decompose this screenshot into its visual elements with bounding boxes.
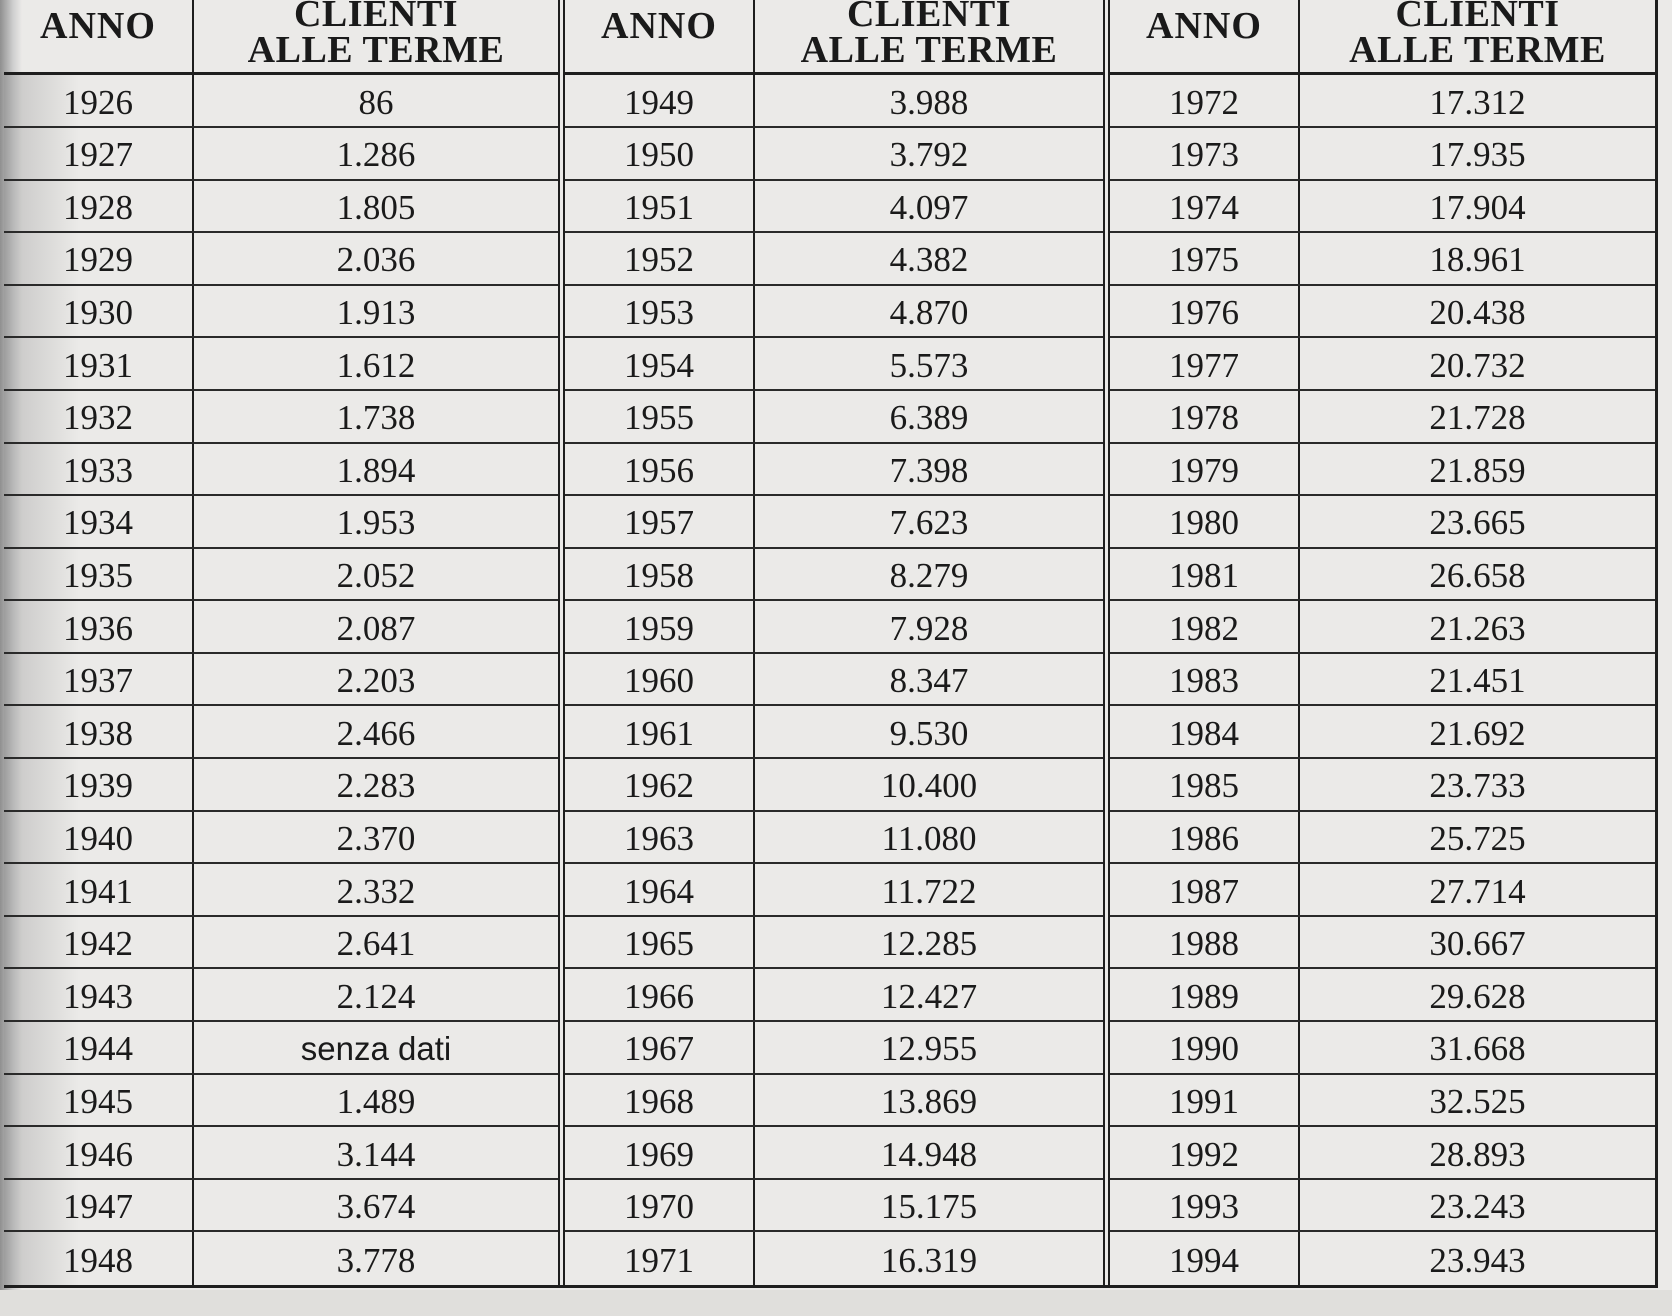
year-cell: 1944	[4, 1022, 194, 1073]
clients-cell: 28.893	[1429, 1134, 1526, 1174]
table-row	[4, 759, 558, 812]
year-cell: 1985	[1110, 759, 1300, 810]
clients-cell: 9.530	[889, 713, 969, 753]
year-cell: 1937	[4, 654, 194, 705]
clients-cell: 17.312	[1429, 82, 1526, 122]
table-row	[1110, 706, 1655, 759]
header-clienti	[194, 0, 558, 72]
year-cell: 1992	[1110, 1127, 1300, 1178]
year-cell: 1946	[4, 1127, 194, 1178]
table-row	[4, 654, 558, 707]
table-row	[1110, 917, 1655, 970]
year-cell: 1948	[4, 1232, 194, 1285]
clients-cell: 7.398	[889, 450, 969, 490]
header-clienti	[755, 0, 1103, 72]
table-row	[1110, 75, 1655, 128]
clients-cell: 32.525	[1429, 1081, 1526, 1121]
clients-cell: 14.948	[880, 1134, 978, 1174]
clients-cell: 4.870	[889, 293, 969, 333]
table-row	[4, 444, 558, 497]
clients-cell: 3.792	[889, 135, 969, 175]
page-bottom-margin	[0, 1290, 1672, 1316]
year-cell: 1933	[4, 444, 194, 495]
year-cell: 1929	[4, 233, 194, 284]
clients-cell: 25.725	[1429, 818, 1526, 858]
clients-cell: 11.722	[881, 871, 977, 911]
table-row	[1110, 759, 1655, 812]
year-cell: 1951	[565, 181, 755, 232]
table-row	[4, 496, 558, 549]
table-row	[565, 75, 1103, 128]
header-clienti	[1300, 0, 1655, 72]
table-row	[565, 1075, 1103, 1128]
year-cell: 1974	[1110, 181, 1300, 232]
year-cell: 1986	[1110, 812, 1300, 863]
year-cell: 1947	[4, 1180, 194, 1231]
clients-cell: 2.466	[336, 713, 416, 753]
table-row	[565, 759, 1103, 812]
table-row	[1110, 1232, 1655, 1285]
clients-cell: 6.389	[889, 398, 969, 438]
year-cell: 1942	[4, 917, 194, 968]
year-cell: 1968	[565, 1075, 755, 1126]
header-anno: ANNO	[1110, 0, 1300, 72]
clients-cell: 4.097	[889, 187, 969, 227]
clients-cell: 7.928	[889, 608, 969, 648]
year-cell: 1953	[565, 286, 755, 337]
table-row	[1110, 549, 1655, 602]
clients-cell: 8.279	[889, 555, 969, 595]
clients-cell: 18.961	[1429, 240, 1526, 280]
clients-cell: 5.573	[889, 345, 969, 385]
table-row	[565, 549, 1103, 602]
year-cell: 1962	[565, 759, 755, 810]
clients-cell: 3.778	[336, 1240, 416, 1280]
year-cell: 1988	[1110, 917, 1300, 968]
clients-cell: 2.641	[336, 924, 416, 964]
header-clienti-line2: ALLE TERME	[800, 29, 1058, 72]
year-cell: 1945	[4, 1075, 194, 1126]
year-cell: 1994	[1110, 1232, 1300, 1285]
clients-cell: 3.144	[336, 1134, 416, 1174]
table-row	[4, 128, 558, 181]
year-cell: 1982	[1110, 601, 1300, 652]
clients-cell: 27.714	[1429, 871, 1526, 911]
clients-cell: 4.382	[889, 240, 969, 280]
table-block-2	[558, 0, 1103, 1285]
table-row	[1110, 969, 1655, 1022]
clients-cell: 20.732	[1429, 345, 1526, 385]
year-cell: 1973	[1110, 128, 1300, 179]
clients-cell: 1.286	[336, 135, 416, 175]
year-cell: 1978	[1110, 391, 1300, 442]
year-cell: 1935	[4, 549, 194, 600]
clients-cell: 1.738	[336, 398, 416, 438]
year-cell: 1941	[4, 864, 194, 915]
table-row	[4, 233, 558, 286]
table-row	[4, 1127, 558, 1180]
header-clienti-line1: CLIENTI	[1395, 0, 1560, 36]
table-block-1	[4, 0, 558, 1285]
year-cell: 1972	[1110, 75, 1300, 126]
table-row	[1110, 128, 1655, 181]
clients-cell: 1.489	[336, 1081, 416, 1121]
year-cell: 1932	[4, 391, 194, 442]
year-cell: 1961	[565, 706, 755, 757]
table-row	[565, 812, 1103, 865]
table-row	[4, 969, 558, 1022]
table-row	[1110, 181, 1655, 234]
header-anno: ANNO	[4, 0, 194, 72]
year-cell: 1980	[1110, 496, 1300, 547]
clients-table	[4, 0, 1658, 1288]
year-cell: 1931	[4, 338, 194, 389]
clients-cell: 1.953	[336, 503, 416, 543]
year-cell: 1940	[4, 812, 194, 863]
table-row	[565, 338, 1103, 391]
clients-cell: 3.988	[889, 82, 969, 122]
table-row	[565, 864, 1103, 917]
year-cell: 1969	[565, 1127, 755, 1178]
clients-cell: 15.175	[880, 1187, 978, 1227]
clients-cell: 21.859	[1429, 450, 1526, 490]
clients-cell: 29.628	[1429, 976, 1526, 1016]
table-row	[565, 601, 1103, 654]
table-row	[4, 1232, 558, 1285]
year-cell: 1956	[565, 444, 755, 495]
year-cell: 1943	[4, 969, 194, 1020]
table-block-3	[1103, 0, 1655, 1285]
year-cell: 1934	[4, 496, 194, 547]
year-cell: 1957	[565, 496, 755, 547]
table-row	[4, 864, 558, 917]
year-cell: 1993	[1110, 1180, 1300, 1231]
table-row	[1110, 286, 1655, 339]
table-row	[1110, 233, 1655, 286]
clients-cell: 16.319	[880, 1240, 978, 1280]
clients-cell: 21.263	[1429, 608, 1526, 648]
year-cell: 1970	[565, 1180, 755, 1231]
table-row	[565, 444, 1103, 497]
table-row	[565, 286, 1103, 339]
year-cell: 1989	[1110, 969, 1300, 1020]
table-row	[565, 1232, 1103, 1285]
table-row	[565, 706, 1103, 759]
table-row	[4, 391, 558, 444]
year-cell: 1939	[4, 759, 194, 810]
year-cell: 1927	[4, 128, 194, 179]
table-row	[1110, 1022, 1655, 1075]
clients-cell: 2.036	[336, 240, 416, 280]
clients-cell: 17.904	[1429, 187, 1526, 227]
table-row	[1110, 444, 1655, 497]
year-cell: 1991	[1110, 1075, 1300, 1126]
table-row	[565, 1022, 1103, 1075]
table-header	[4, 0, 558, 75]
table-row	[565, 496, 1103, 549]
clients-cell: 1.913	[336, 293, 416, 333]
table-row	[1110, 496, 1655, 549]
clients-cell: 21.728	[1429, 398, 1526, 438]
table-row	[1110, 1075, 1655, 1128]
year-cell: 1977	[1110, 338, 1300, 389]
year-cell: 1990	[1110, 1022, 1300, 1073]
table-row	[4, 1075, 558, 1128]
table-rows	[565, 75, 1103, 1285]
clients-cell: 3.674	[336, 1187, 416, 1227]
clients-cell: 7.623	[889, 503, 969, 543]
table-row	[4, 1022, 558, 1075]
table-row	[1110, 391, 1655, 444]
clients-cell: 23.665	[1429, 503, 1526, 543]
table-row	[4, 601, 558, 654]
table-row	[565, 128, 1103, 181]
clients-cell: 2.124	[336, 976, 416, 1016]
year-cell: 1976	[1110, 286, 1300, 337]
table-row	[565, 654, 1103, 707]
table-row	[4, 286, 558, 339]
year-cell: 1958	[565, 549, 755, 600]
table-row	[565, 1180, 1103, 1233]
clients-cell: 20.438	[1429, 293, 1526, 333]
clients-cell: 26.658	[1429, 555, 1526, 595]
clients-cell: 12.285	[880, 924, 978, 964]
clients-cell: 23.243	[1429, 1187, 1526, 1227]
header-clienti-line2: ALLE TERME	[247, 29, 505, 72]
clients-cell: 31.668	[1429, 1029, 1526, 1069]
year-cell: 1981	[1110, 549, 1300, 600]
header-clienti-line2: ALLE TERME	[1349, 29, 1606, 72]
clients-cell: senza dati	[300, 1030, 452, 1068]
clients-cell: 2.332	[336, 871, 416, 911]
table-row	[4, 338, 558, 391]
table-row	[565, 181, 1103, 234]
table-row	[1110, 1180, 1655, 1233]
year-cell: 1967	[565, 1022, 755, 1073]
table-row	[4, 181, 558, 234]
table-row	[4, 75, 558, 128]
table-row	[1110, 601, 1655, 654]
table-row	[1110, 812, 1655, 865]
clients-cell: 2.052	[336, 555, 416, 595]
clients-cell: 2.370	[336, 818, 416, 858]
table-row	[4, 1180, 558, 1233]
clients-cell: 1.612	[336, 345, 416, 385]
year-cell: 1938	[4, 706, 194, 757]
clients-cell: 11.080	[881, 818, 977, 858]
year-cell: 1965	[565, 917, 755, 968]
clients-cell: 2.283	[336, 766, 416, 806]
year-cell: 1955	[565, 391, 755, 442]
clients-cell: 1.894	[336, 450, 416, 490]
header-clienti-line1: CLIENTI	[293, 0, 458, 36]
year-cell: 1979	[1110, 444, 1300, 495]
table-row	[1110, 338, 1655, 391]
clients-cell: 13.869	[880, 1081, 978, 1121]
table-row	[565, 233, 1103, 286]
year-cell: 1960	[565, 654, 755, 705]
year-cell: 1964	[565, 864, 755, 915]
clients-cell: 1.805	[336, 187, 416, 227]
year-cell: 1984	[1110, 706, 1300, 757]
table-row	[565, 969, 1103, 1022]
year-cell: 1930	[4, 286, 194, 337]
year-cell: 1928	[4, 181, 194, 232]
year-cell: 1954	[565, 338, 755, 389]
year-cell: 1952	[565, 233, 755, 284]
table-row	[565, 917, 1103, 970]
table-header	[1110, 0, 1655, 75]
clients-cell: 21.692	[1429, 713, 1526, 753]
year-cell: 1949	[565, 75, 755, 126]
clients-cell: 23.733	[1429, 766, 1526, 806]
table-row	[1110, 1127, 1655, 1180]
table-rows	[4, 75, 558, 1285]
table-header	[565, 0, 1103, 75]
clients-cell: 12.427	[880, 976, 978, 1016]
year-cell: 1936	[4, 601, 194, 652]
clients-cell: 21.451	[1429, 661, 1526, 701]
year-cell: 1966	[565, 969, 755, 1020]
year-cell: 1987	[1110, 864, 1300, 915]
table-row	[4, 549, 558, 602]
table-rows	[1110, 75, 1655, 1285]
year-cell: 1963	[565, 812, 755, 863]
clients-cell: 2.087	[336, 608, 416, 648]
clients-cell: 8.347	[889, 661, 969, 701]
year-cell: 1959	[565, 601, 755, 652]
year-cell: 1975	[1110, 233, 1300, 284]
clients-cell: 12.955	[880, 1029, 978, 1069]
header-clienti-line1: CLIENTI	[846, 0, 1011, 36]
year-cell: 1983	[1110, 654, 1300, 705]
year-cell: 1971	[565, 1232, 755, 1285]
table-row	[4, 706, 558, 759]
table-row	[565, 1127, 1103, 1180]
table-row	[1110, 864, 1655, 917]
year-cell: 1950	[565, 128, 755, 179]
clients-cell: 86	[358, 82, 394, 122]
clients-cell: 17.935	[1429, 135, 1526, 175]
clients-cell: 30.667	[1429, 924, 1526, 964]
header-anno: ANNO	[565, 0, 755, 72]
table-row	[4, 917, 558, 970]
table-row	[565, 391, 1103, 444]
table-row	[1110, 654, 1655, 707]
clients-cell: 2.203	[336, 661, 416, 701]
year-cell: 1926	[4, 75, 194, 126]
clients-cell: 10.400	[880, 766, 978, 806]
table-row	[4, 812, 558, 865]
clients-cell: 23.943	[1429, 1240, 1526, 1280]
